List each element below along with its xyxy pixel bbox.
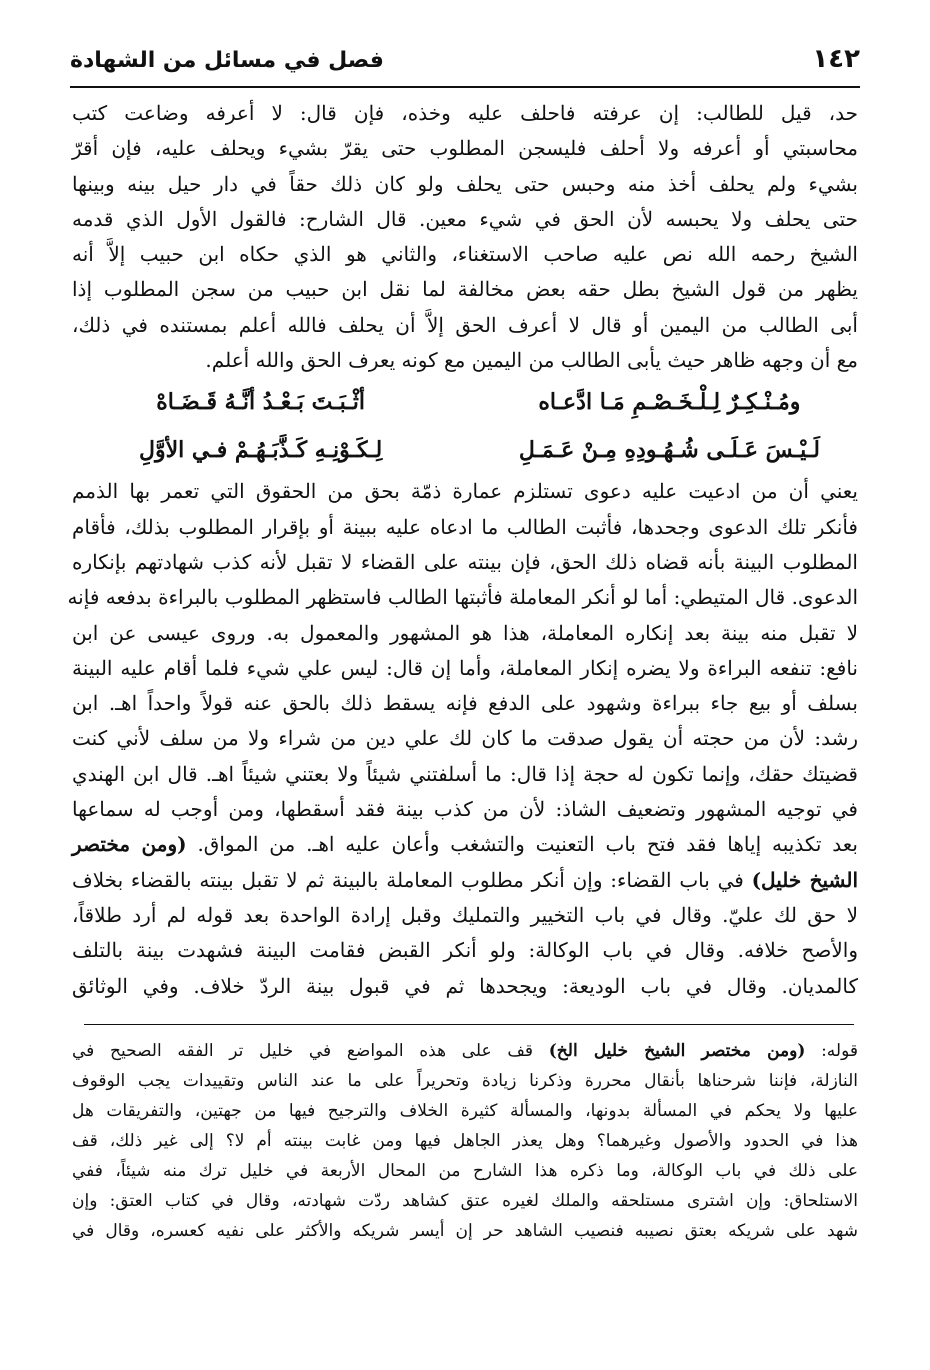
text-line: يظهر من قول الشيخ بطل حقه بعض مخالفة لما نقل ابن حبيب من سجن المطلوب إذا [72, 277, 858, 302]
text-line [72, 827, 858, 862]
verse-second-hemistich: لِـكَـوْنِـهِ كَـذَّبَـهُـمْ فـي الأوَّلِ [138, 437, 383, 464]
text-line: رشد: لأن من حجته أن يقول صدقت ما كان لك علي دين من شراء ولا من سلف لأني كنت [72, 726, 858, 751]
text-segment: بعد تكذيبه إياها فقد فتح باب التعنيت والتشغب وأعان عليه اهـ. من المواق. [197, 832, 859, 857]
verse-line [72, 426, 858, 474]
text-line: بشيء ولم يحلف أخذ منه وحبس حتى يحلف ولو كان ذلك حقاً في دار حيل بينه وبينها [72, 171, 858, 196]
footnotes [72, 1036, 858, 1276]
verse-first-hemistich: ومُـنْـكِـرٌ لِـلْـخَـصْـمِ مَـا ادَّعـاه [538, 389, 801, 416]
text-line [72, 863, 858, 898]
footnote-line: على ذلك في باب الوكالة، وما ذكره هذا الشارح من المحال الأربعة في خليل ترك منه شيئاً، ففي [72, 1161, 858, 1181]
footnote-line: النازلة، فإننا شرحناها بأنقال محررة وذكرنا زيادة وتحريراً على ما عند الناس وتقييدات يجب الوقوف [72, 1071, 858, 1091]
text-line: كالمديان. وقال في باب الوديعة: ويجحدها ثم في قبول بينة الردّ خلاف. وفي الوثائق [72, 973, 858, 998]
text-line: حد، قيل للطالب: إن عرفته فاحلف عليه وخذه، فإن قال: لا أعرفه وضاعت كتب [72, 101, 858, 125]
text-line: أبى الطالب من اليمين أو قال لا أعرف الحق إلاَّ أن يحلف فالله أعلم بمستنده في ذلك، [72, 312, 858, 337]
text-line: فأنكر تلك الدعوى وجحدها، فأثبت الطالب ما ادعاه عليه ببينة أو بإقرار المطلوب بذلك، فأقام [72, 514, 858, 539]
text-line: بسلف أو بيع جاء ببراءة وشهود على الدفع فإنه يسقط ذلك بالحق عنه قولاً واحداً اهـ. ابن [72, 691, 858, 716]
footnote-line: الاستلحاق: وإن اشترى مستلحقه والملك لغيره عتق كشاهد ردّت شهادته، وقال في كتاب العتق: وإن [72, 1191, 858, 1211]
text-line: محاسبتي أو أعرفه ولا أحلف فليسجن المطلوب حتى يقرّ بشيء ويحلف عليه، فإن أقرّ [72, 136, 858, 161]
bold-citation: الشيخ خليل) [751, 867, 859, 892]
running-title: فصل في مسائل من الشهادة [70, 48, 384, 73]
verse-first-hemistich: لَـيْـسَ عَـلَـى شُـهُـودِهِ مِـنْ عَـمَـلِ [518, 437, 820, 464]
text-line: المطلوب البينة بأنه قضاه ذلك الحق، فإن بينته على القضاء لا تقبل لأنه كذب شهادتهم بإنكاره [72, 549, 858, 574]
text-line: لا حق لك عليّ. وقال في باب التخيير والتمليك وقبل إرادة الواحدة بعد قوله لم أرد طلاقاً، [72, 902, 858, 927]
text-line: مع أن وجهه ظاهر حيث يأبى الطالب من اليمين مع كونه يعرف الحق والله أعلم. [205, 348, 858, 373]
text-line: نافع: تنفعه البراءة ولا يضره إنكار المعاملة، وأما إن قال: ليس علي شيء فلما أقام عليه البينة [72, 655, 858, 680]
verse-second-hemistich: أثْـبَـتَ بَـعْـدُ أنَّـهُ قَـضَـاهْ [156, 389, 365, 416]
text-line: قضيتك حقك، وإنما تكون له حجة إذا قال: ما أسلفتني شيئاً ولا بعتني شيئاً اهـ. قال ابن الهندي [72, 761, 858, 786]
footnote-line: شهد على شريكه بعتق نصيبه فنصيب الشاهد حر إن أيسر شريكه والأكثر على نفيه كعسره، وقال في [72, 1221, 858, 1241]
main-text [67, 96, 859, 998]
footnote-line: عليها ولا يحكم في المسألة بدونها، والمسألة كثيرة الخلاف والترجيح فيها من جهتين، والتفريقات هل [72, 1101, 858, 1121]
text-line: حتى يحلف ولا يحبسه لأن الحق في شيء معين. قال الشارح: فالقول الأول الذي قدمه [72, 206, 858, 231]
footnote-line [72, 1036, 858, 1066]
bold-citation: (ومن مختصر [72, 832, 187, 857]
text-line: الدعوى. قال المتيطي: أما لو أنكر المعاملة فأثبتها الطالب فاستظهر المطلوب بالبراءة بدفعه فإنه [67, 585, 858, 610]
text-segment: في باب القضاء: وإن أنكر مطلوب المعاملة بالبينة ثم لا تقبل بينته بالقضاء بخلاف [72, 867, 752, 892]
footnote-line: هذا في الحدود والأصول وغيرهما؟ وهل يعذر الجاهل فيها ومن غابت بينته أم لا؟ إلى غير ذلك، قف [72, 1131, 858, 1151]
page-number: ١٤٢ [812, 44, 860, 74]
verse-line [72, 378, 858, 426]
text-line: يعني أن من ادعيت عليه دعوى تستلزم عمارة ذمّة بحق من الحقوق التي تعمر بها الذمم [72, 479, 859, 504]
footnote-citation: (ومن مختصر الشيخ خليل الخ) [548, 1041, 806, 1061]
footnote-divider [84, 1024, 854, 1025]
page-header [70, 40, 860, 88]
text-segment: قف على هذه المواضع في خليل تر الفقه الصحيح في [72, 1041, 549, 1061]
text-line: والأصح خلافه. وقال في باب الوكالة: ولو أنكر القبض فقامت البينة فشهدت بينة بالتلف [72, 938, 858, 963]
text-line: الشيخ رحمه الله نص عليه صاحب الاستغناء، والثاني هو الذي حكاه ابن حبيب إلاَّ أنه [72, 242, 858, 267]
footnote-intro: قوله: [805, 1041, 858, 1061]
text-line: لا تقبل منه بينة بعد إنكاره المعاملة، هذا هو المشهور والمعمول به. وروى عيسى عن ابن [72, 620, 858, 645]
text-line: في توجيه المشهور وتضعيف الشاذ: لأن من كذب بينة فقد أسقطها، ومن أوجب له سماعها [72, 797, 858, 822]
